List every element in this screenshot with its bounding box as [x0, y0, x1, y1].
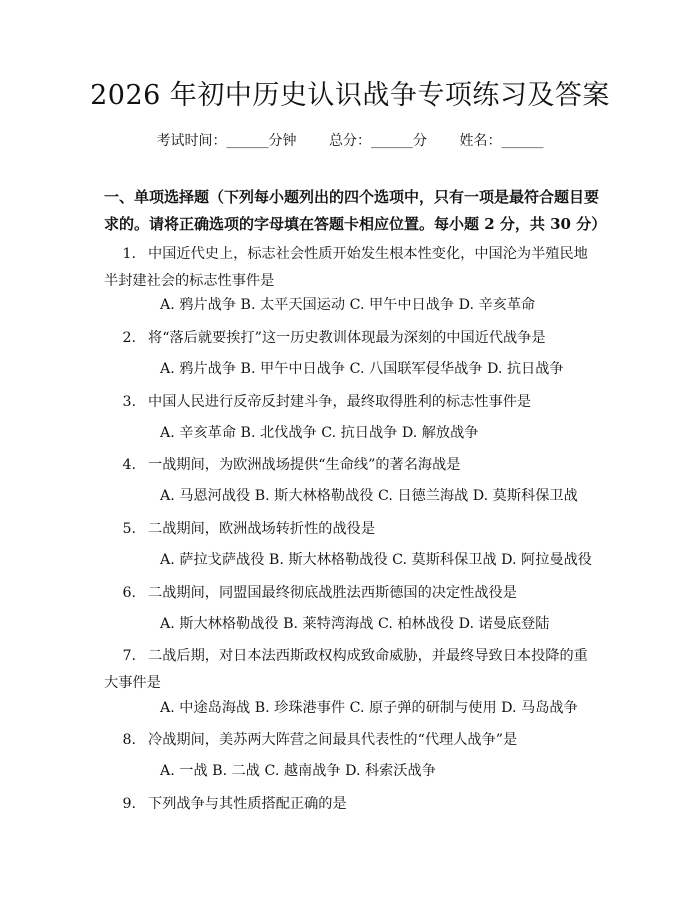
question-text: 二战后期，对日本法西斯政权构成致命威胁，并最终导致日本投降的重大事件是: [104, 648, 588, 691]
question-7-options: A. 中途岛海战 B. 珍珠港事件 C. 原子弹的研制与使用 D. 马岛战争: [160, 700, 578, 716]
question-1: [104, 241, 599, 295]
question-text: 冷战期间，美苏两大阵营之间最具代表性的“代理人战争”是: [148, 732, 518, 748]
question-4: [104, 452, 599, 479]
question-number: 1.: [122, 246, 136, 262]
question-9: [104, 791, 599, 818]
question-number: 6.: [122, 585, 136, 601]
question-5: [104, 516, 599, 543]
question-3-options: A. 辛亥革命 B. 北伐战争 C. 抗日战争 D. 解放战争: [160, 425, 479, 441]
question-text: 下列战争与其性质搭配正确的是: [148, 796, 347, 812]
question-8: [104, 727, 599, 754]
question-text: 一战期间，为欧洲战场提供“生命线”的著名海战是: [148, 457, 461, 473]
question-text: 中国近代史上，标志社会性质开始发生根本性变化，中国沦为半殖民地半封建社会的标志性事件是: [104, 246, 588, 289]
section-heading: 一、单项选择题（下列每小题列出的四个选项中，只有一项是最符合题目要求的。请将正确选项的字母填在答题卡相应位置。每小题 2 分，共 30 分）: [104, 188, 607, 233]
question-8-options: A. 一战 B. 二战 C. 越南战争 D. 科索沃战争: [160, 763, 436, 779]
question-7: [104, 643, 599, 697]
question-2: [104, 325, 599, 352]
question-3: [104, 389, 599, 416]
question-text: 中国人民进行反帝反封建斗争，最终取得胜利的标志性事件是: [148, 394, 532, 410]
question-text: 二战期间，同盟国最终彻底战胜法西斯德国的决定性战役是: [148, 585, 517, 601]
exam-name: 姓名：______: [459, 133, 544, 149]
question-6-options: A. 斯大林格勒战役 B. 莱特湾海战 C. 柏林战役 D. 诺曼底登陆: [160, 616, 550, 632]
question-2-options: A. 鸦片战争 B. 甲午中日战争 C. 八国联军侵华战争 D. 抗日战争: [160, 361, 564, 377]
question-number: 9.: [122, 796, 136, 812]
question-number: 7.: [122, 648, 136, 664]
question-text: 将“落后就要挨打”这一历史教训体现最为深刻的中国近代战争是: [148, 330, 546, 346]
exam-meta: [0, 130, 700, 152]
question-number: 4.: [122, 457, 136, 473]
question-number: 8.: [122, 732, 136, 748]
question-number: 2.: [122, 330, 136, 346]
question-4-options: A. 马恩河战役 B. 斯大林格勒战役 C. 日德兰海战 D. 莫斯科保卫战: [160, 488, 578, 504]
page-title: 2026 年初中历史认识战争专项练习及答案: [90, 80, 610, 111]
question-text: 二战期间，欧洲战场转折性的战役是: [148, 521, 376, 537]
exam-time: 考试时间：______分钟: [156, 133, 297, 149]
question-number: 5.: [122, 521, 136, 537]
question-5-options: A. 萨拉戈萨战役 B. 斯大林格勒战役 C. 莫斯科保卫战 D. 阿拉曼战役: [160, 552, 592, 568]
question-number: 3.: [122, 394, 136, 410]
question-1-options: A. 鸦片战争 B. 太平天国运动 C. 甲午中日战争 D. 辛亥革命: [160, 297, 536, 313]
exam-score: 总分：______分: [329, 133, 427, 149]
question-6: [104, 580, 599, 607]
